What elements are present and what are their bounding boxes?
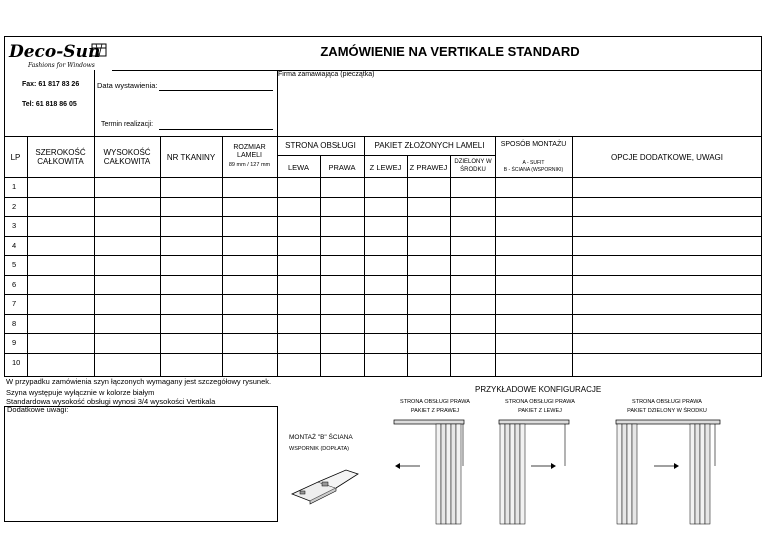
pack-split — [451, 158, 495, 174]
col-fabric: NR TKANINY — [166, 153, 216, 162]
mount-title: MONTAŻ "B" ŚCIANA — [289, 434, 353, 441]
col-height — [94, 148, 160, 166]
table-row[interactable] — [4, 333, 762, 353]
company-field[interactable] — [279, 80, 759, 134]
note-line-1: W przypadku zamówienia szyn łączonych wymagany jest szczegółowy rysunek. — [6, 377, 272, 386]
col-size-sub: 89 mm / 127 mm — [228, 162, 271, 168]
group-pack: PAKIET ZŁOŻONYCH LAMELI — [374, 141, 485, 150]
fax-text: Fax: 61 817 83 26 — [22, 81, 80, 88]
col-width-label: SZEROKOŚĆ CAŁKOWITA — [35, 148, 86, 166]
col-size — [222, 144, 277, 160]
table-row[interactable] — [4, 255, 762, 275]
logo-tagline: Fashions for Windows — [28, 62, 95, 69]
row-number: 2 — [12, 201, 17, 211]
pack-right: Z PRAWEJ — [409, 163, 448, 172]
table-top-line — [4, 136, 762, 137]
col-size-label: ROZMIAR LAMELI — [233, 144, 266, 159]
mount-subtitle: WSPORNIK (DOPŁATA) — [289, 446, 349, 452]
col-height-label: WYSOKOŚĆ CAŁKOWITA — [103, 148, 151, 166]
table-row[interactable] — [4, 275, 762, 295]
group-side: STRONA OBSŁUGI — [285, 141, 356, 150]
row-number: 5 — [12, 260, 17, 269]
row-number: 10 — [12, 357, 21, 367]
row-number: 6 — [12, 279, 17, 289]
deadline-field[interactable] — [159, 129, 273, 130]
side-left: LEWA — [288, 163, 309, 172]
config-2-diagram — [497, 418, 577, 530]
tel-text: Tel: 61 818 86 05 — [22, 101, 77, 108]
bracket-illustration — [288, 460, 368, 505]
header-divider — [112, 70, 762, 71]
row-number: 1 — [12, 182, 17, 191]
table-row[interactable] — [4, 314, 762, 334]
config-1-side: STRONA OBSŁUGI PRAWA — [400, 399, 470, 405]
page-title: ZAMÓWIENIE NA VERTIKALE STANDARD — [320, 44, 580, 59]
mount-b: B - ŚCIANA (WSPORNIKI) — [503, 167, 564, 173]
table-row[interactable] — [4, 294, 762, 314]
config-1-pack: PAKIET Z PRAWEJ — [410, 408, 460, 414]
mount-a: A - SUFIT — [522, 160, 545, 166]
extra-notes-box[interactable] — [4, 406, 278, 522]
row-number: 4 — [12, 240, 17, 250]
note-line-2: Szyna występuje wyłącznie w kolorze białym — [6, 388, 155, 397]
row-number: 7 — [12, 299, 17, 308]
config-2-side: STRONA OBSŁUGI PRAWA — [505, 399, 575, 405]
col-width — [27, 148, 94, 166]
row-number: 9 — [12, 338, 17, 347]
col-options: OPCJE DODATKOWE, UWAGI — [610, 153, 723, 162]
config-3-pack: PAKIET DZIELONY W ŚRODKU — [627, 408, 707, 414]
config-1-diagram — [390, 418, 470, 530]
date-field[interactable] — [159, 90, 273, 91]
table-row[interactable] — [4, 236, 762, 256]
table-row[interactable] — [4, 216, 762, 236]
table-row[interactable] — [4, 177, 762, 197]
extra-notes-label: Dodatkowe uwagi: — [7, 405, 69, 414]
pack-split-label: DZIELONY W ŚRODKU — [454, 159, 492, 173]
contact-divider — [94, 70, 95, 136]
table-row[interactable] — [4, 197, 762, 217]
col-lp: LP — [10, 153, 21, 162]
date-label: Data wystawienia: — [97, 81, 158, 90]
pack-left: Z LEWEJ — [369, 163, 402, 172]
row-number: 8 — [12, 318, 17, 328]
side-right: PRAWA — [328, 163, 356, 172]
logo-text: Deco-Sun — [9, 42, 101, 62]
config-3-side: STRONA OBSŁUGI PRAWA — [632, 399, 702, 405]
config-3-diagram — [614, 418, 724, 530]
configs-title: PRZYKŁADOWE KONFIGURACJE — [475, 385, 602, 394]
note-line-3: Standardowa wysokość obsługi wynosi 3/4 wysokości Vertikala — [6, 397, 216, 406]
company-label: Firma zamawiająca (pieczątka) — [278, 71, 375, 78]
config-2-pack: PAKIET Z LEWEJ — [518, 408, 562, 414]
col-mount: SPOSÓB MONTAŻU — [500, 141, 567, 148]
row-number: 3 — [12, 221, 17, 230]
deadline-label: Termin realizacji: — [101, 121, 154, 128]
table-row[interactable] — [4, 353, 762, 373]
